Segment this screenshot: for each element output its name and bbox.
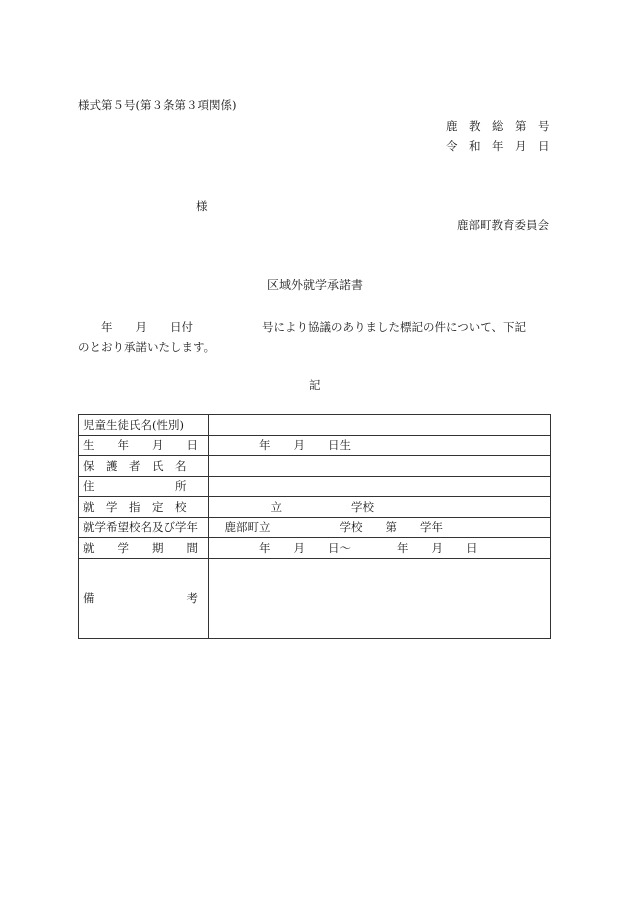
ki-heading: 記	[309, 378, 321, 392]
row-label-address: 住 所	[79, 476, 209, 497]
form-id: 様式第５号(第３条第３項関係)	[78, 98, 237, 112]
row-value-birthdate: 年 月 日生	[209, 435, 551, 456]
row-label-guardian: 保 護 者 氏 名	[79, 456, 209, 477]
body-text-line-1: 年 月 日付 号により協議のありました標記の件について、下記	[78, 320, 527, 334]
table-row	[79, 517, 551, 538]
row-label-desired-school: 就学希望校名及び学年	[79, 517, 209, 538]
table-row	[79, 558, 551, 638]
row-value-designated-school: 立 学校	[209, 497, 551, 518]
sender-name: 鹿部町教育委員会	[457, 218, 549, 232]
document-title: 区域外就学承諾書	[267, 278, 364, 292]
document-date: 令 和 年 月 日	[446, 139, 550, 153]
row-value-remarks	[209, 558, 551, 638]
table-row	[79, 476, 551, 497]
row-label-remarks: 備 考	[79, 558, 209, 638]
row-label-student-name: 児童生徒氏名(性別)	[79, 415, 209, 436]
addressee-honorific: 様	[196, 199, 208, 213]
row-value-period: 年 月 日〜 年 月 日	[209, 538, 551, 559]
body-text-line-2: のとおり承諾いたします。	[78, 340, 216, 354]
table-row	[79, 538, 551, 559]
table-row	[79, 456, 551, 477]
row-label-period: 就 学 期 間	[79, 538, 209, 559]
document-number: 鹿 教 総 第 号	[446, 119, 550, 133]
row-value-guardian	[209, 456, 551, 477]
table-row	[79, 435, 551, 456]
row-value-student-name	[209, 415, 551, 436]
table-row	[79, 415, 551, 436]
record-table	[78, 414, 551, 639]
table-row	[79, 497, 551, 518]
row-value-address	[209, 476, 551, 497]
row-value-desired-school: 鹿部町立 学校 第 学年	[209, 517, 551, 538]
row-label-designated-school: 就 学 指 定 校	[79, 497, 209, 518]
row-label-birthdate: 生 年 月 日	[79, 435, 209, 456]
